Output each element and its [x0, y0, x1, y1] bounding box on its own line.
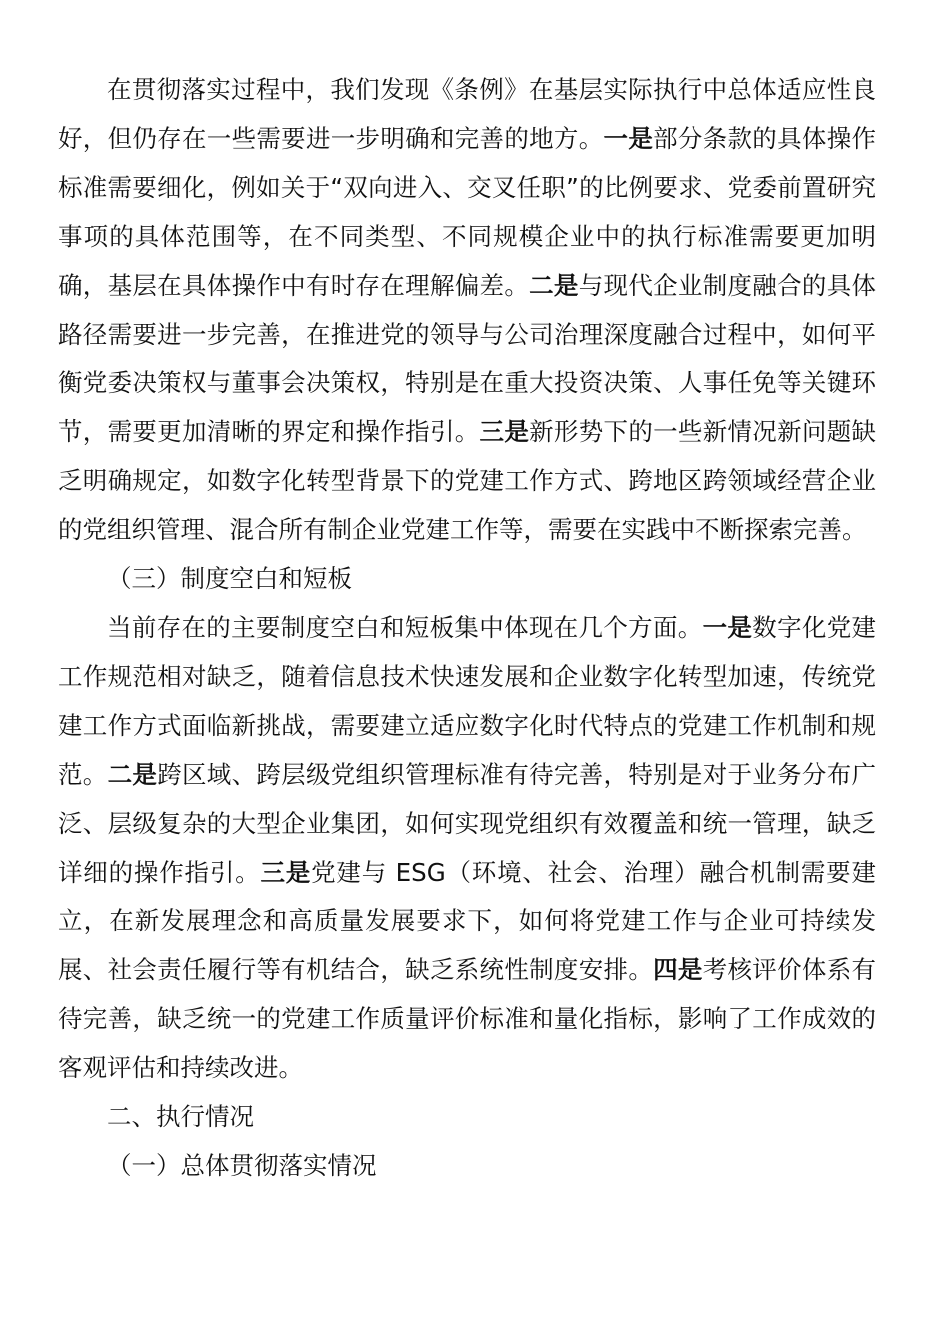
section-heading-gaps: （三）制度空白和短板	[107, 564, 352, 594]
paragraph-text: 与现代企业制度融合的具体路径需要进一步完善，在推进党的领导与公司治理深度融合过程中，如何平衡党委决策权与董事会决策权，特别是在重大投资决策、人事任免等关键环节，需要更加清晰的界定和操作指引。	[58, 270, 876, 447]
bold-marker: 四是	[653, 955, 703, 985]
paragraph-text: 部分条款的具体操作标准需要细化，例如关于“双向进入、交叉任职”的比例要求、党委前置研究事项的具体范围等，在不同类型、不同规模企业中的执行标准需要更加明确，基层在具体操作中有时存在理解偏差。	[58, 123, 876, 300]
paragraph-text: 在贯彻落实过程中，我们发现《条例》在基层实际执行中总体适应性良好，但仍存在一些需要进一步明确和完善的地方。	[58, 75, 876, 153]
paragraph-text: 新形势下的一些新情况新问题缺乏明确规定，如数字化转型背景下的党建工作方式、跨地区跨领域经营企业的党组织管理、混合所有制企业党建工作等，需要在实践中不断探索完善。	[58, 417, 876, 545]
bold-marker: 二是	[529, 270, 579, 300]
paragraph-gaps	[58, 604, 876, 1093]
bold-marker: 二是	[107, 759, 158, 789]
bold-marker: 一是	[702, 612, 753, 642]
document-body	[58, 66, 876, 1191]
bold-marker: 一是	[603, 123, 654, 153]
bold-marker: 三是	[260, 857, 312, 887]
section-heading-execution: 二、执行情况	[107, 1102, 254, 1132]
paragraph-text: 考核评价体系有待完善，缺乏统一的党建工作质量评价标准和量化指标，影响了工作成效的客观评估和持续改进。	[58, 955, 876, 1083]
paragraph-text: 党建与 ESG（环境、社会、治理）融合机制需要建立，在新发展理念和高质量发展要求下，如何将党建工作与企业可持续发展、社会责任履行等有机结合，缺乏系统性制度安排。	[58, 857, 876, 985]
paragraph-text: 当前存在的主要制度空白和短板集中体现在几个方面。	[107, 612, 703, 642]
paragraph-text: 数字化党建工作规范相对缺乏，随着信息技术快速发展和企业数字化转型加速，传统党建工作方式面临新挑战，需要建立适应数字化时代特点的党建工作机制和规范。	[58, 612, 877, 789]
bold-marker: 三是	[479, 417, 530, 447]
subsection-heading-overall: （一）总体贯彻落实情况	[107, 1150, 377, 1180]
paragraph-adaptability-issues	[58, 66, 876, 555]
paragraph-text: 跨区域、跨层级党组织管理标准有待完善，特别是对于业务分布广泛、层级复杂的大型企业集团，如何实现党组织有效覆盖和统一管理，缺乏详细的操作指引。	[58, 759, 876, 887]
